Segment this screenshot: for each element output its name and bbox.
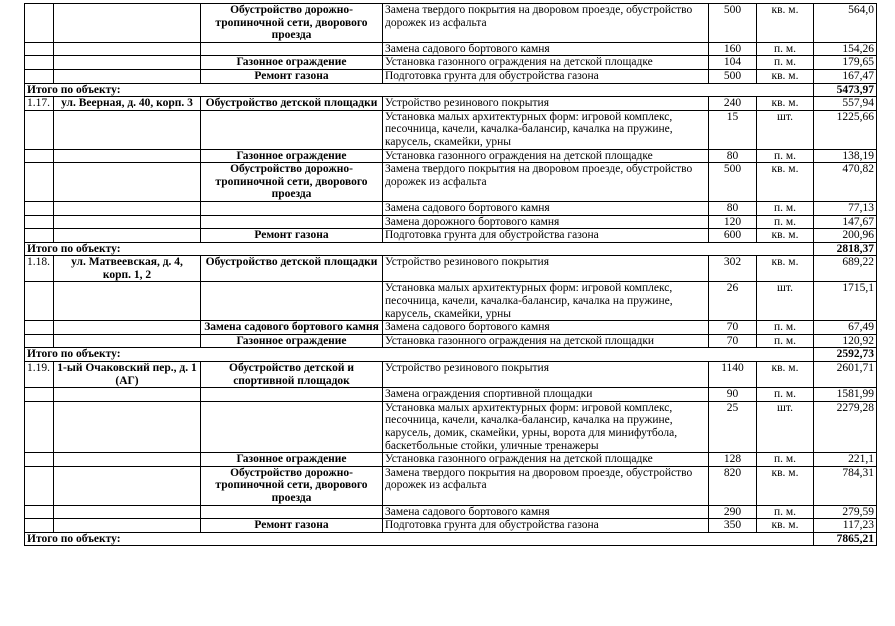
table-row: [25, 256, 877, 282]
work-description: Подготовка грунта для обустройства газона: [383, 229, 709, 243]
object-address: ул. Матвеевская, д. 4, корп. 1, 2: [54, 256, 201, 282]
object-address: [54, 56, 201, 70]
work-description: Установка газонного ограждения на детской площадки: [383, 334, 709, 348]
unit-of-measure: кв. м.: [757, 466, 814, 505]
total-value: 2592,73: [814, 348, 877, 362]
work-type: [201, 388, 383, 402]
table-row: [25, 56, 877, 70]
work-type: Обустройство дорожно-тропиночной сети, дворового проезда: [201, 163, 383, 202]
cost-value: 2601,71: [814, 362, 877, 388]
work-description: Устройство резинового покрытия: [383, 256, 709, 282]
unit-of-measure: п. м.: [757, 56, 814, 70]
item-number: [25, 149, 54, 163]
work-description: Устройство резинового покрытия: [383, 362, 709, 388]
table-row: [25, 97, 877, 111]
table-row: [25, 110, 877, 149]
object-address: [54, 321, 201, 335]
unit-of-measure: п. м.: [757, 453, 814, 467]
table-row: [25, 453, 877, 467]
total-label: Итого по объекту:: [25, 242, 814, 256]
total-label: Итого по объекту:: [25, 532, 814, 546]
work-type: Замена садового бортового камня: [201, 321, 383, 335]
quantity: 80: [709, 149, 757, 163]
item-number: [25, 163, 54, 202]
quantity: 500: [709, 163, 757, 202]
item-number: [25, 505, 54, 519]
unit-of-measure: п. м.: [757, 42, 814, 56]
table-row: [25, 69, 877, 83]
table-row: [25, 505, 877, 519]
work-description: Замена твердого покрытия на дворовом проезде, обустройство дорожек из асфальта: [383, 466, 709, 505]
total-value: 5473,97: [814, 83, 877, 97]
total-label: Итого по объекту:: [25, 83, 814, 97]
cost-value: 564,0: [814, 4, 877, 43]
work-type: Обустройство детской и спортивной площадок: [201, 362, 383, 388]
item-number: [25, 282, 54, 321]
unit-of-measure: п. м.: [757, 321, 814, 335]
table-row: [25, 215, 877, 229]
work-description: Замена твердого покрытия на дворовом проезде, обустройство дорожек из асфальта: [383, 4, 709, 43]
table-row: [25, 519, 877, 533]
object-address: [54, 334, 201, 348]
work-type: [201, 215, 383, 229]
quantity: 500: [709, 69, 757, 83]
unit-of-measure: п. м.: [757, 505, 814, 519]
work-type: [201, 42, 383, 56]
quantity: 350: [709, 519, 757, 533]
item-number: [25, 110, 54, 149]
item-number: [25, 215, 54, 229]
object-address: [54, 505, 201, 519]
work-description: Установка малых архитектурных форм: игровой комплекс, песочница, качели, качалка-балансир, качалка на пружине, карусель, скамейки, урны: [383, 282, 709, 321]
work-description: Замена твердого покрытия на дворовом проезде, обустройство дорожек из асфальта: [383, 163, 709, 202]
unit-of-measure: п. м.: [757, 388, 814, 402]
table-row: [25, 163, 877, 202]
object-address: 1-ый Очаковский пер., д. 1 (АГ): [54, 362, 201, 388]
quantity: 120: [709, 215, 757, 229]
object-address: [54, 149, 201, 163]
work-description: Подготовка грунта для обустройства газона: [383, 69, 709, 83]
object-address: [54, 163, 201, 202]
unit-of-measure: кв. м.: [757, 229, 814, 243]
object-total-row: [25, 532, 877, 546]
total-value: 2818,37: [814, 242, 877, 256]
object-address: [54, 215, 201, 229]
table-row: [25, 229, 877, 243]
table-row: [25, 201, 877, 215]
work-type: [201, 505, 383, 519]
table-row: [25, 334, 877, 348]
work-description: Замена садового бортового камня: [383, 321, 709, 335]
object-address: [54, 69, 201, 83]
cost-value: 689,22: [814, 256, 877, 282]
quantity: 26: [709, 282, 757, 321]
work-type: [201, 110, 383, 149]
work-description: Устройство резинового покрытия: [383, 97, 709, 111]
cost-value: 120,92: [814, 334, 877, 348]
object-address: [54, 453, 201, 467]
quantity: 160: [709, 42, 757, 56]
item-number: [25, 229, 54, 243]
total-label: Итого по объекту:: [25, 348, 814, 362]
unit-of-measure: кв. м.: [757, 97, 814, 111]
work-description: Замена садового бортового камня: [383, 42, 709, 56]
quantity: 500: [709, 4, 757, 43]
item-number: [25, 519, 54, 533]
cost-value: 138,19: [814, 149, 877, 163]
work-description: Замена дорожного бортового камня: [383, 215, 709, 229]
unit-of-measure: шт.: [757, 401, 814, 452]
unit-of-measure: п. м.: [757, 149, 814, 163]
quantity: 290: [709, 505, 757, 519]
item-number: [25, 334, 54, 348]
object-address: [54, 466, 201, 505]
cost-value: 200,96: [814, 229, 877, 243]
work-type: [201, 201, 383, 215]
item-number: [25, 56, 54, 70]
work-description: Установка малых архитектурных форм: игровой комплекс, песочница, качели, качалка-балансир, качалка на пружине, карусель, домик, скамейки, урны, ворота для минифутбола, баскетбольные стойки, уличные тренажеры: [383, 401, 709, 452]
table-row: [25, 321, 877, 335]
works-table-body: [25, 4, 877, 546]
works-table: [24, 3, 877, 546]
table-row: [25, 282, 877, 321]
quantity: 1140: [709, 362, 757, 388]
work-type: Ремонт газона: [201, 519, 383, 533]
cost-value: 1225,66: [814, 110, 877, 149]
work-type: Газонное ограждение: [201, 453, 383, 467]
unit-of-measure: кв. м.: [757, 519, 814, 533]
object-address: ул. Веерная, д. 40, корп. 3: [54, 97, 201, 111]
work-description: Установка газонного ограждения на детской площадке: [383, 149, 709, 163]
cost-value: 179,65: [814, 56, 877, 70]
total-value: 7865,21: [814, 532, 877, 546]
work-type: Обустройство детской площадки: [201, 256, 383, 282]
cost-value: 279,59: [814, 505, 877, 519]
object-address: [54, 229, 201, 243]
item-number: [25, 201, 54, 215]
object-address: [54, 110, 201, 149]
item-number: [25, 388, 54, 402]
unit-of-measure: кв. м.: [757, 69, 814, 83]
work-description: Замена ограждения спортивной площадки: [383, 388, 709, 402]
quantity: 302: [709, 256, 757, 282]
unit-of-measure: шт.: [757, 282, 814, 321]
work-type: Обустройство дорожно-тропиночной сети, дворового проезда: [201, 4, 383, 43]
quantity: 25: [709, 401, 757, 452]
item-number: 1.18.: [25, 256, 54, 282]
table-row: [25, 362, 877, 388]
cost-value: 470,82: [814, 163, 877, 202]
item-number: [25, 401, 54, 452]
object-address: [54, 4, 201, 43]
cost-value: 557,94: [814, 97, 877, 111]
unit-of-measure: кв. м.: [757, 256, 814, 282]
item-number: [25, 466, 54, 505]
object-total-row: [25, 242, 877, 256]
unit-of-measure: кв. м.: [757, 4, 814, 43]
cost-value: 154,26: [814, 42, 877, 56]
quantity: 128: [709, 453, 757, 467]
table-row: [25, 466, 877, 505]
item-number: 1.17.: [25, 97, 54, 111]
quantity: 80: [709, 201, 757, 215]
object-address: [54, 519, 201, 533]
unit-of-measure: п. м.: [757, 215, 814, 229]
item-number: 1.19.: [25, 362, 54, 388]
item-number: [25, 4, 54, 43]
quantity: 15: [709, 110, 757, 149]
object-total-row: [25, 83, 877, 97]
object-address: [54, 388, 201, 402]
cost-value: 784,31: [814, 466, 877, 505]
work-type: Ремонт газона: [201, 69, 383, 83]
cost-value: 77,13: [814, 201, 877, 215]
unit-of-measure: п. м.: [757, 334, 814, 348]
cost-value: 1715,1: [814, 282, 877, 321]
quantity: 70: [709, 334, 757, 348]
object-total-row: [25, 348, 877, 362]
table-row: [25, 401, 877, 452]
work-description: Установка малых архитектурных форм: игровой комплекс, песочница, качели, качалка-балансир, качалка на пружине, карусель, скамейки, урны: [383, 110, 709, 149]
work-description: Подготовка грунта для обустройства газона: [383, 519, 709, 533]
item-number: [25, 453, 54, 467]
work-type: [201, 401, 383, 452]
cost-value: 221,1: [814, 453, 877, 467]
quantity: 104: [709, 56, 757, 70]
cost-value: 67,49: [814, 321, 877, 335]
object-address: [54, 282, 201, 321]
quantity: 240: [709, 97, 757, 111]
work-description: Замена садового бортового камня: [383, 201, 709, 215]
table-row: [25, 4, 877, 43]
item-number: [25, 69, 54, 83]
work-type: Обустройство дорожно-тропиночной сети, дворового проезда: [201, 466, 383, 505]
work-description: Установка газонного ограждения на детской площадке: [383, 453, 709, 467]
work-type: [201, 282, 383, 321]
unit-of-measure: кв. м.: [757, 362, 814, 388]
cost-value: 1581,99: [814, 388, 877, 402]
table-row: [25, 149, 877, 163]
quantity: 600: [709, 229, 757, 243]
cost-value: 167,47: [814, 69, 877, 83]
object-address: [54, 401, 201, 452]
table-row: [25, 388, 877, 402]
work-description: Установка газонного ограждения на детской площадке: [383, 56, 709, 70]
work-type: Ремонт газона: [201, 229, 383, 243]
work-type: Обустройство детской площадки: [201, 97, 383, 111]
work-type: Газонное ограждение: [201, 334, 383, 348]
object-address: [54, 42, 201, 56]
cost-value: 2279,28: [814, 401, 877, 452]
work-type: Газонное ограждение: [201, 149, 383, 163]
work-description: Замена садового бортового камня: [383, 505, 709, 519]
unit-of-measure: кв. м.: [757, 163, 814, 202]
object-address: [54, 201, 201, 215]
unit-of-measure: п. м.: [757, 201, 814, 215]
work-type: Газонное ограждение: [201, 56, 383, 70]
table-row: [25, 42, 877, 56]
item-number: [25, 42, 54, 56]
quantity: 90: [709, 388, 757, 402]
item-number: [25, 321, 54, 335]
quantity: 70: [709, 321, 757, 335]
unit-of-measure: шт.: [757, 110, 814, 149]
quantity: 820: [709, 466, 757, 505]
cost-value: 117,23: [814, 519, 877, 533]
cost-value: 147,67: [814, 215, 877, 229]
